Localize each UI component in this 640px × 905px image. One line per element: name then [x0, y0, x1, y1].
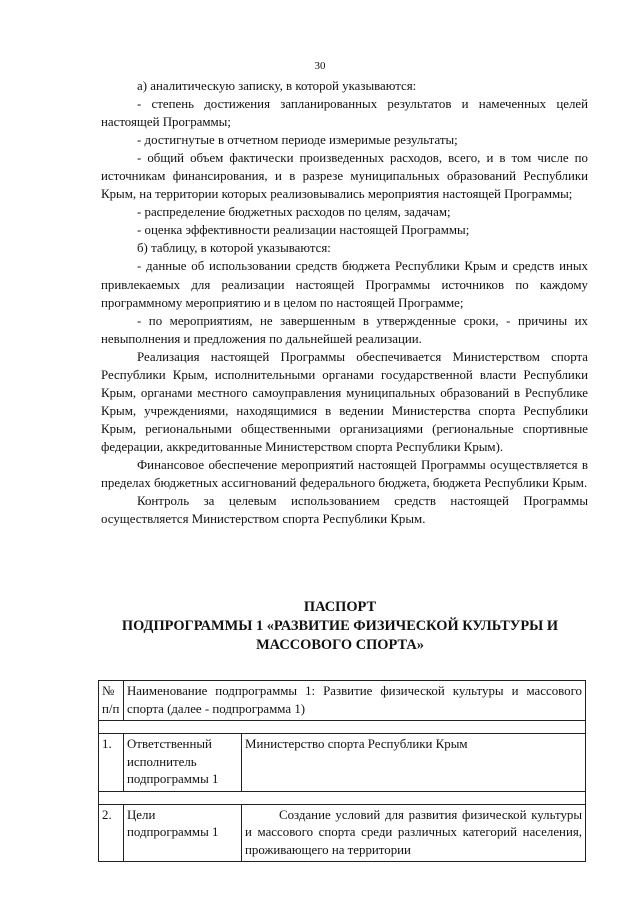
page-number: 30 [314, 60, 326, 72]
paragraph: б) таблицу, в которой указываются: [137, 241, 331, 256]
paragraph: - общий объем фактически произведенных расходов, всего, и в том числе по источникам финансирования, и в разрезе муниципальных образований Республики Крым, на территории которых реализовывались мероприятия настоящей Программы; [101, 151, 588, 202]
table-header-row [99, 681, 586, 721]
body-text [101, 77, 588, 528]
paragraph: Реализация настоящей Программы обеспечивается Министерством спорта Республики Крым, исполнительными органами государственной власти Республики Крым, органами местного самоуправления муниципальных образований в Республике Крым, учреждениями, находящимися в ведении Министерства спорта Республики Крым, региональными общественными организациями (региональные спортивные федерации, аккредитованные Министерством спорта Республики Крым). [101, 349, 588, 454]
paragraph: - достигнутые в отчетном периоде измеримые результаты; [137, 133, 458, 148]
header-text-cell: Наименование подпрограммы 1: Развитие физической культуры и массового спорта (далее - подпрограмма 1) [124, 681, 586, 721]
passport-title [80, 598, 600, 655]
paragraph: - распределение бюджетных расходов по целям, задачам; [137, 205, 451, 220]
passport-title-line: ПАСПОРТ [303, 599, 377, 615]
passport-title-line: МАССОВОГО СПОРТА» [256, 637, 424, 653]
row-label: Цели подпрограммы 1 [124, 804, 242, 862]
paragraph: - по мероприятиям, не завершенным в утвержденные сроки, - причины их невыполнения и предложения по дальнейшей реализации. [101, 313, 588, 346]
header-num-cell: № п/п [99, 681, 124, 721]
paragraph: Финансовое обеспечение мероприятий настоящей Программы осуществляется в пределах бюджетных ассигнований федерального бюджета, бюджета Республики Крым. [101, 457, 588, 491]
table-row [99, 804, 586, 862]
passport-title-line: ПОДПРОГРАММЫ 1 «РАЗВИТИЕ ФИЗИЧЕСКОЙ КУЛЬТУРЫ И [121, 618, 559, 634]
row-num: 1. [99, 734, 124, 792]
paragraph: - оценка эффективности реализации настоящей Программы; [137, 223, 470, 238]
paragraph: - данные об использовании средств бюджета Республики Крым и средств иных привлекаемых для реализации настоящей Программы источников по каждому программному мероприятию и в целом по настоящей Программе; [101, 259, 588, 310]
row-value: Создание условий для развития физической культуры и массового спорта среди различных категорий населения, проживающего на территории [242, 804, 586, 862]
paragraph: Контроль за целевым использованием средств настоящей Программы осуществляется Министерством спорта Республики Крым. [101, 494, 588, 527]
row-value: Министерство спорта Республики Крым [242, 734, 586, 792]
paragraph: а) аналитическую записку, в которой указываются: [137, 79, 417, 93]
row-num: 2. [99, 804, 124, 862]
row-label: Ответственный исполнитель подпрограммы 1 [124, 734, 242, 792]
passport-table [98, 680, 586, 862]
table-row [99, 734, 586, 792]
paragraph: - степень достижения запланированных результатов и намеченных целей настоящей Программы; [101, 97, 588, 130]
